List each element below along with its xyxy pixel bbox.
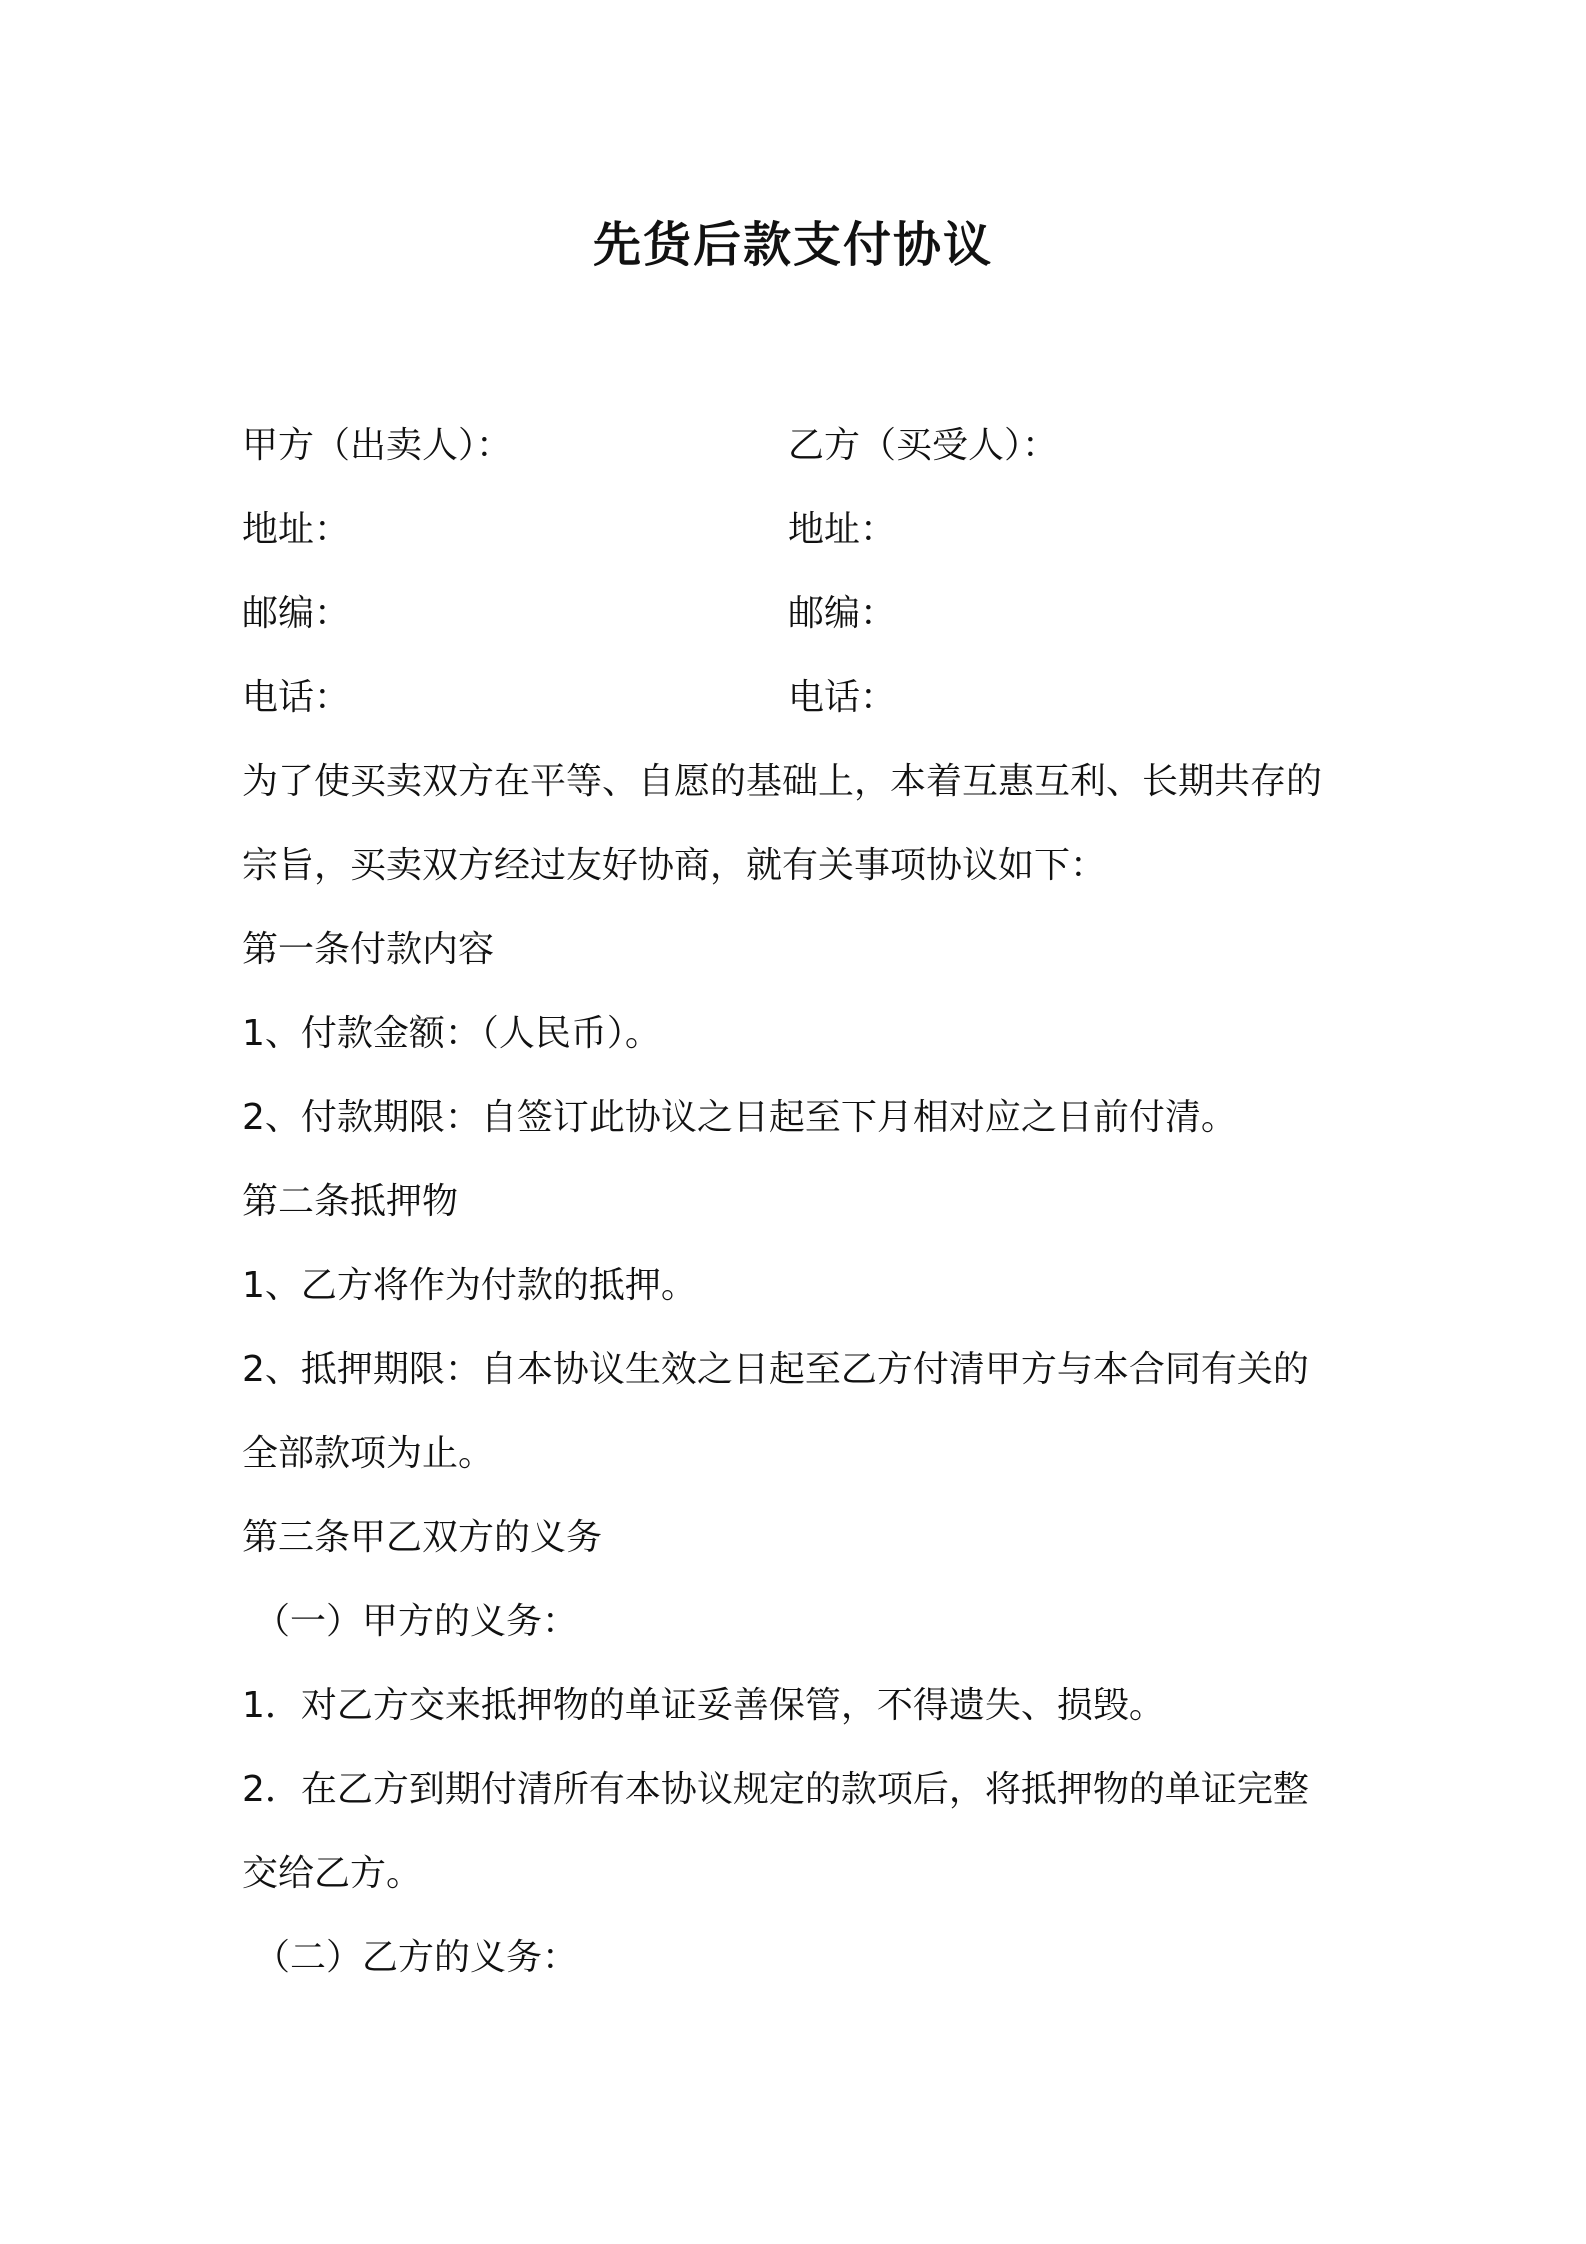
preamble-line-1: 为了使买卖双方在平等、自愿的基础上，本着互惠互利、长期共存的 xyxy=(242,761,1323,802)
party-b-duties-heading: （二）乙方的义务： xyxy=(254,1937,579,1978)
party-row-name xyxy=(242,404,1362,488)
seller-phone-label: 电话： xyxy=(242,677,351,718)
buyer-phone-label: 电话： xyxy=(788,677,897,718)
party-a-duty-1: 1．对乙方交来抵押物的单证妥善保管，不得遗失、损毁。 xyxy=(242,1685,1165,1726)
preamble-line-2: 宗旨，买卖双方经过友好协商，就有关事项协议如下： xyxy=(242,845,1107,886)
buyer-label: 乙方（买受人）： xyxy=(788,425,1059,466)
seller-postcode-label: 邮编： xyxy=(242,593,351,634)
seller-label: 甲方（出卖人）： xyxy=(242,425,513,466)
seller-address-label: 地址： xyxy=(242,509,351,550)
article-2-heading: 第二条抵押物 xyxy=(242,1181,459,1222)
buyer-postcode-label: 邮编： xyxy=(788,593,897,634)
document-body xyxy=(242,404,1362,2000)
article-2-item-1: 1、乙方将作为付款的抵押。 xyxy=(242,1265,697,1306)
party-a-duty-2: 2．在乙方到期付清所有本协议规定的款项后，将抵押物的单证完整 xyxy=(242,1769,1309,1810)
article-2-item-2-cont: 全部款项为止。 xyxy=(242,1433,495,1474)
party-a-duties-heading: （一）甲方的义务： xyxy=(254,1601,579,1642)
article-2-item-2: 2、抵押期限：自本协议生效之日起至乙方付清甲方与本合同有关的 xyxy=(242,1349,1309,1390)
buyer-address-label: 地址： xyxy=(788,509,897,550)
party-row-address xyxy=(242,488,1362,572)
party-row-postcode xyxy=(242,572,1362,656)
article-1-item-1: 1、付款金额：（人民币）。 xyxy=(242,1013,661,1054)
document-title: 先货后款支付协议 xyxy=(592,217,993,273)
party-row-phone xyxy=(242,656,1362,740)
article-1-heading: 第一条付款内容 xyxy=(242,929,495,970)
party-a-duty-2-cont: 交给乙方。 xyxy=(242,1853,423,1894)
article-1-item-2: 2、付款期限：自签订此协议之日起至下月相对应之日前付清。 xyxy=(242,1097,1237,1138)
article-3-heading: 第三条甲乙双方的义务 xyxy=(242,1517,603,1558)
